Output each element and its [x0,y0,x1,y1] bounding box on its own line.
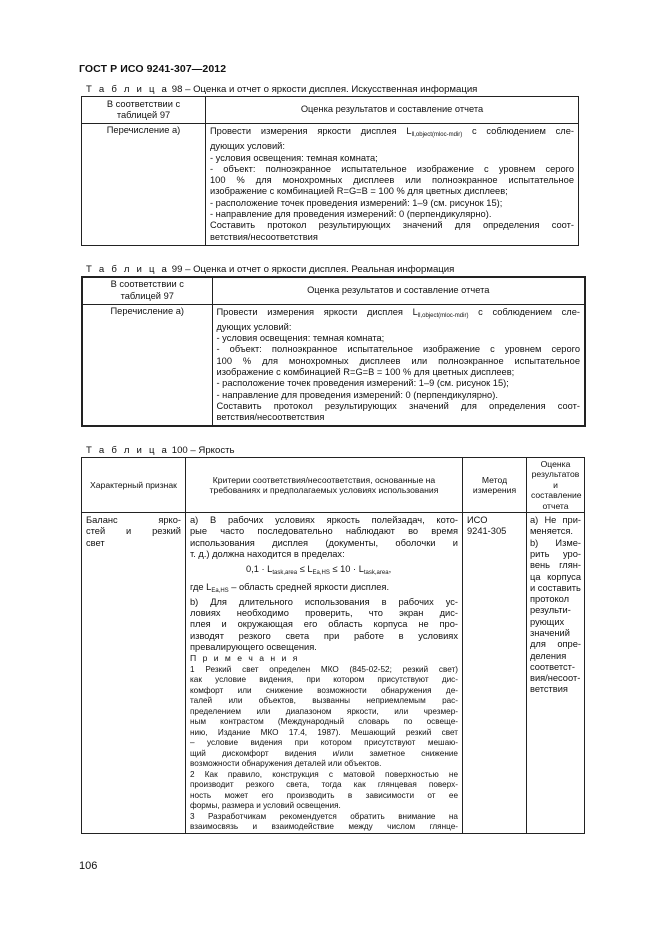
table99-line-4: - объект: полноэкранное испытательное изображение с уровнем серого [216,344,580,355]
table100-header-row [82,458,585,513]
note-line-9: щий дискомфорт видения и/или заметное снижение [190,748,458,758]
table99-line-7: - расположение точек проведения измерений: 1–9 (см. рисунок 15); [216,378,509,389]
table100-col2-a-line-4: т. д.) должна находится в пределах: [190,548,345,559]
table99-header-col2: Оценка результатов и составление отчета [212,277,585,304]
note-line-3: комфорт или снижение возможности обнаружения де- [190,685,458,695]
table100-col4-line-5: вень глян- [530,560,581,571]
table100-col2-b-line-3: плея и окружающая его область корпуса не про- [190,619,458,630]
note-line-15: 3 Разработчикам рекомендуется обратить внимание на [190,811,458,821]
table100-col4-line-15: вия/несоот- [530,673,581,684]
note-line-2: как условие видения, при котором присутствуют дис- [190,675,458,685]
table99-row [82,304,585,426]
table98-line-2: дующих условий: [210,141,285,152]
table98-line-4: - объект: полноэкранное испытательное изображение с уровнем серого [210,163,574,174]
table99-line-8: - направление для проведения измерений: 0 (перпендикулярно). [216,389,498,400]
table100-col2-b-line-4: изводят резкого света при работе в условиях [190,630,458,641]
table99-header-col1-line2: таблицей 97 [120,290,174,301]
table100-header-col1: Характерный признак [82,458,186,513]
table100-col4-line-6: ца корпуса [530,571,581,582]
table99-line-3: - условия освещения: темная комната; [216,333,385,344]
table100-col4-line-12: для опре- [530,639,581,650]
table99 [81,276,586,427]
table98-header-col1-line1: В соответствии с [106,98,181,109]
table99-caption-text: 99 – Оценка и отчет о яркости дисплея. Реальная информация [169,264,455,275]
table100-header-col4: Оценка результатов и составление отчета [527,458,585,513]
luminance-formula: $0,1 \cdot L_{task,area} \le L_{Ea,HS} \le 10 \cdot L_{task,area}$, [246,564,392,577]
note-line-1: 1 Резкий свет определен МКО (845-02-52; резкий свет) [190,664,458,674]
table99-line-2: дующих условий: [216,321,292,332]
table99-header-row [82,277,585,304]
table98-caption-word: Т а б л и ц а [86,84,170,95]
table100-col4-line-10: рующих [530,616,565,627]
table100-row-col1 [82,513,186,834]
table100-col4-line-8: протокол [530,594,570,605]
table98-line-5: 100 % для монохромных дисплеев или полноэкранное испытательное [210,175,574,186]
table100-col2-b-line-5: превалирующего освещения. [190,642,317,652]
table99-header-col1-line1: В соответствии с [110,279,184,290]
page-number: 106 [79,860,98,872]
table99-caption [86,264,454,275]
note-line-14: формы, размера и условий освещения. [190,801,341,811]
table98-header-col1-line2: таблицей 97 [116,110,171,120]
table100-col4-line-16: ветствия [530,684,568,695]
note-line-4: талей или объектов, вызванны неприемлемым рас- [190,696,458,706]
table100-caption-word: Т а б л и ц а [86,445,170,456]
note-line-10: возможности обнаружения деталей или объектов. [190,759,382,769]
table98-line-9: Составить протокол результирующих значений для определения соот- [210,220,574,231]
table100-col1-line-1: Баланс ярко- [86,515,181,526]
table99-line-6: изображение с комбинацией R=G=B = 100 % для цветных дисплеев; [216,366,515,377]
table100-col4-line-2: меняется. [530,526,574,537]
table100-row-col3 [463,513,527,834]
table100-col4-line-9: результи- [530,605,571,616]
document-header: ГОСТ Р ИСО 9241-307—2012 [79,63,227,75]
table100-row-col4 [527,513,585,834]
table100-col3-line-2: 9241-305 [467,526,507,537]
table100-col4-line-3: b) Изме- [530,537,581,548]
table98-row [82,124,579,246]
table99-caption-word: Т а б л и ц а [86,264,170,275]
table98-line-1: Провести измерения яркости дисплея $L_{ll,object(mloc-mdir)}$ с соблюдением сле- [210,126,574,138]
table98-line-7: - расположение точек проведения измерений: 1–9 (см. рисунок 15); [210,197,503,208]
table98-line-10: ветствия/несоответствия [210,231,318,242]
table100-col1-line-2: стей и резкий [86,526,181,537]
table100-col3-line-1: ИСО [467,515,488,526]
table100-col1-line-3: свет [86,537,105,548]
table98-header-row [82,97,579,124]
table98-row-col2 [206,124,579,246]
table99-line-5: 100 % для монохромных дисплеев или полноэкранное испытательное [216,355,580,366]
note-line-12: производит резкого света, тогда как глянцевая поверх- [190,780,458,790]
table98-caption-text: 98 – Оценка и отчет о яркости дисплея. Искусственная информация [169,84,478,95]
table100-header-col3: Метод измерения [463,458,527,513]
note-line-11: 2 Как правило, конструкция с матовой поверхностью не [190,769,458,779]
note-line-16: взаимосвязь и взаимодействие между числом глянце- [190,822,458,832]
note-line-13: ность может его производить в зависимости от ее [190,790,458,800]
table100 [81,457,585,834]
note-line-7: нию, Издание МКО 17.4, 1987). Мешающий резкий свет [190,727,458,737]
table99-line-1: Провести измерения яркости дисплея $L_{ll,object(mloc-mdir)}$ с соблюдением сле- [216,306,580,319]
table100-col2-a-line-2: рые часто последовательно наблюдают во время [190,526,458,537]
table100-col4-line-13: деления [530,650,567,661]
table100-col4-line-14: соответст- [530,661,575,672]
table99-line-9: Составить протокол результирующих значений для определения соот- [216,400,580,411]
table98-line-6: изображение с комбинацией R=G=B = 100 % для цветных дисплеев; [210,186,508,197]
table100-col2-a-line-3: использования дисплея (документы, оболочки и [190,537,458,548]
note-line-8: – условие видения при котором присутствуют мешаю- [190,738,458,748]
note-line-5: пределением или диапазоном яркости, или чрезмер- [190,706,458,716]
table98-row-col1: Перечисление a) [82,124,206,246]
table100-row-col2 [186,513,463,834]
table99-line-10: ветствия/несоответствия [216,412,325,423]
table99-header-col1 [82,277,212,304]
table99-row-col1: Перечисление a) [82,304,212,426]
note-line-6: ным контрастом (Международный словарь по освеще- [190,717,458,727]
notes-heading: П р и м е ч а н и я [190,653,300,664]
table98-line-8: - направление для проведения измерений: 0 (перпендикулярно). [210,209,492,220]
table100-col4-line-4: рить уро- [530,548,581,559]
table100-col4-line-11: значений [530,628,570,638]
table98-caption [86,84,477,95]
table98 [81,96,579,246]
table100-col4-line-7: и составить [530,582,581,593]
table98-line-3: - условия освещения: темная комната; [210,152,378,163]
table100-col2-b-line-1: b) Для длительного использования в рабочих ус- [190,596,458,607]
table100-caption [86,445,235,456]
table100-header-col2: Критерии соответствия/несоответствия, основанные на требованиях и предполагаемых условиях использования [186,458,463,513]
table100-col2-a-line-1: a) В рабочих условиях яркость полейзадач, кото- [190,515,458,526]
table98-header-col1 [82,97,206,124]
table99-row-col2 [212,304,585,426]
table100-col2-b-line-2: ловиях необходимо проверить, что экран дис- [190,608,458,619]
table100-caption-text: 100 – Яркость [169,445,235,456]
table98-header-col2: Оценка результатов и составление отчета [206,97,579,124]
formula-where-line: где $L_{Ea,HS}$ – область средней яркости дисплея. [190,581,390,594]
table100-row [82,513,585,834]
table100-col4-line-1: a) Не при- [530,515,581,526]
